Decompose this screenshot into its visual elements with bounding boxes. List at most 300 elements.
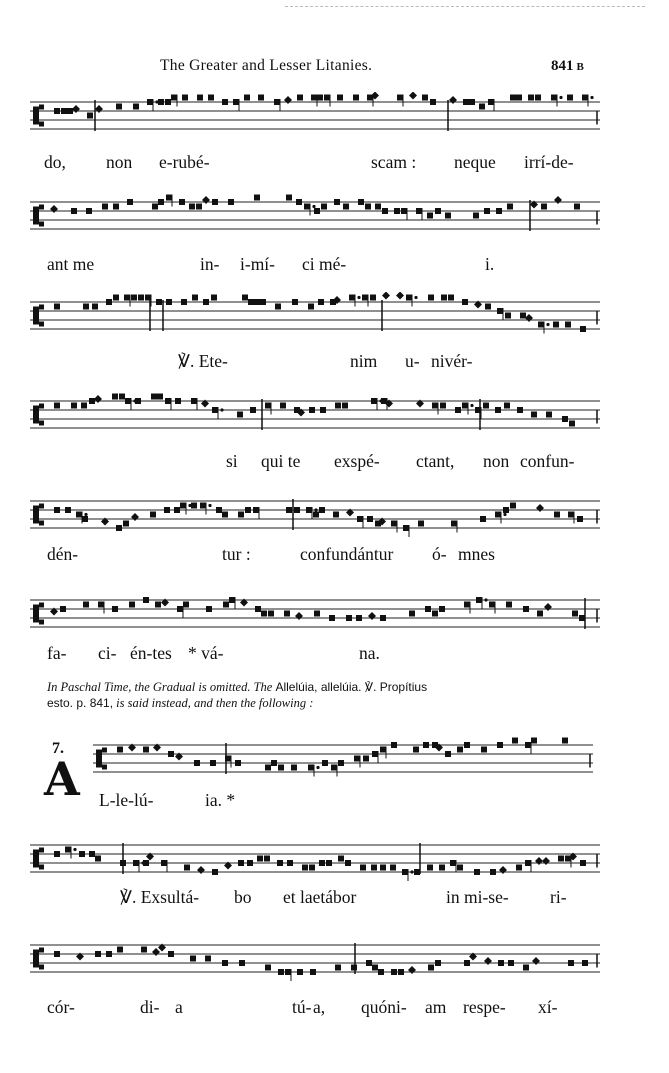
neume-dot [484,598,487,601]
neume-dot [414,296,417,299]
neume-note [129,602,135,608]
neume-note [485,304,491,310]
clef-mark [33,605,39,623]
neume-note [546,412,552,418]
neume-note [208,95,214,101]
neume-note [210,760,216,766]
neume-note [520,313,526,319]
neume-note [506,602,512,608]
neume-note [268,611,274,617]
neume-note [297,95,303,101]
neume-note [535,95,541,101]
neume-note [481,747,487,753]
neume-note [569,421,575,427]
neume-note [285,969,291,975]
neume-note [391,742,397,748]
neume-note [89,398,95,404]
neume-note [168,751,174,757]
neume-note [338,760,344,766]
neume-note [143,597,149,603]
neume-rhombus [152,948,160,956]
neume-note [254,195,260,201]
neume-note [158,199,164,205]
neume-note [382,208,388,214]
neume-note [469,99,475,105]
neume-note [216,507,222,513]
neume-note [116,525,122,531]
neume-note [156,299,162,305]
neume-note [92,304,98,310]
neume-note [531,412,537,418]
rubric-text: Allelúia, allelúia. ℣. Propítius [275,680,428,694]
neume-note [190,956,196,962]
lyric-syllable: neque [454,152,496,172]
clef-mark [39,620,44,625]
neume-rhombus [449,96,457,104]
neume-note [334,199,340,205]
neume-note [479,104,485,110]
neume-note [119,394,125,400]
neume-note [397,95,403,101]
neume-rhombus [94,395,102,403]
neume-note [398,969,404,975]
neume-note [362,295,368,301]
neume-note [495,512,501,518]
neume-rhombus [202,196,210,204]
neume-note [427,213,433,219]
chant-number: 7. [52,740,64,757]
neume-note [309,407,315,413]
neume-note [181,299,187,305]
neume-note [562,416,568,422]
music-staff-2 [30,192,600,244]
neume-note [439,606,445,612]
lyric-syllable: qui te [261,451,301,471]
clef-mark [33,307,39,325]
lyric-syllable: na. [359,643,380,663]
neume-note [158,99,164,105]
lyric-syllable: én-tes [130,643,172,663]
neume-note [106,299,112,305]
lyric-syllable: fa- [47,643,67,663]
lyric-syllable: i. [485,254,495,274]
neume-note [54,507,60,513]
neume-note [280,403,286,409]
neume-note [365,204,371,210]
neume-note [229,597,235,603]
neume-note [87,113,93,119]
clef-mark [39,305,44,310]
neume-note [414,869,420,875]
neume-note [580,326,586,332]
neume-note [483,403,489,409]
neume-dot [208,504,211,507]
lyric-syllable: am [425,997,447,1017]
lyric-syllable: ó- [432,544,447,564]
neume-note [457,747,463,753]
neume-note [127,199,133,205]
music-staff-1 [30,92,600,144]
neume-note [61,108,67,114]
lyric-syllable: dén- [47,544,79,564]
rubric-text: esto. p. 841, [47,696,114,710]
neume-note [363,756,369,762]
neume-note [375,204,381,210]
neume-dot [314,508,317,511]
neume-note [488,99,494,105]
neume-note [131,295,137,301]
neume-note [308,765,314,771]
neume-note [212,407,218,413]
neume-note [191,503,197,509]
neume-dot [357,296,360,299]
neume-note [116,104,122,110]
neume-note [577,516,583,522]
neume-note [523,965,529,971]
neume-note [451,521,457,527]
neume-note [197,95,203,101]
neume-note [508,960,514,966]
neume-note [567,95,573,101]
neume-rhombus [295,612,303,620]
neume-note [346,615,352,621]
neume-note [138,295,144,301]
neume-note [284,611,290,617]
neume-note [562,738,568,744]
neume-note [435,208,441,214]
neume-note [516,95,522,101]
clef-mark [39,122,44,127]
neume-note [274,99,280,105]
neume-note [254,299,260,305]
neume-dot [559,96,562,99]
neume-dot [546,323,549,326]
neume-note [117,947,123,953]
neume-note [247,860,253,866]
neume-note [558,856,564,862]
neume-note [206,606,212,612]
neume-note [71,403,77,409]
clef-mark [39,603,44,608]
neume-dot [503,513,506,516]
neume-note [287,860,293,866]
neume-note [476,597,482,603]
neume-note [192,295,198,301]
neume-note [464,960,470,966]
neume-dot [84,513,87,516]
neume-note [60,606,66,612]
neume-note [516,865,522,871]
neume-note [320,407,326,413]
neume-note [580,860,586,866]
decorated-initial: A [44,752,80,806]
neume-note [200,503,206,509]
neume-note [354,756,360,762]
lyric-syllable: ci mé- [302,254,347,274]
neume-note [175,398,181,404]
lyric-syllable: et laetábor [283,887,357,907]
lyric-syllable: u- [405,351,420,371]
music-staff-3 [30,292,600,344]
neume-note [308,304,314,310]
neume-note [445,751,451,757]
neume-note [358,199,364,205]
neume-note [582,960,588,966]
neume-dot [470,404,473,407]
neume-rhombus [536,504,544,512]
neume-note [151,394,157,400]
neume-note [331,765,337,771]
neume-note [135,398,141,404]
neume-note [261,611,267,617]
neume-rhombus [535,857,543,865]
clef-mark [96,750,102,768]
neume-note [223,602,229,608]
neume-note [278,969,284,975]
neume-note [314,208,320,214]
neume-note [462,403,468,409]
neume-note [83,304,89,310]
neume-note [541,204,547,210]
neume-note [512,738,518,744]
neume-note [286,507,292,513]
neume-note [349,295,355,301]
lyric-syllable: ctant, [416,451,455,471]
lyric-syllable: non [483,451,510,471]
neume-note [182,95,188,101]
clef-mark [33,107,39,125]
lyric-syllable: a, [313,997,326,1017]
neume-note [326,860,332,866]
clef-mark [39,205,44,210]
page-number-suffix: B [576,61,584,73]
neume-note [507,204,513,210]
lyric-syllable: bo [234,887,252,907]
neume-note [329,615,335,621]
neume-note [455,407,461,413]
neume-note [378,969,384,975]
neume-note [357,516,363,522]
lyric-syllable: si [226,451,238,471]
neume-dot [316,766,319,769]
rubric-text: is said instead, and then the following : [116,696,314,710]
neume-note [133,104,139,110]
lyric-syllable: mnes [458,544,495,564]
neume-note [302,865,308,871]
neume-note [189,204,195,210]
neume-note [54,108,60,114]
neume-note [171,95,177,101]
neume-note [342,403,348,409]
lyric-syllable: scam : [371,152,417,172]
lyric-syllable: tú- [292,997,312,1017]
neume-note [370,295,376,301]
neume-note [95,951,101,957]
neume-note [311,95,317,101]
neume-note [439,865,445,871]
neume-note [510,95,516,101]
neume-note [462,299,468,305]
neume-note [380,747,386,753]
neume-note [120,860,126,866]
lyric-syllable: in- [200,254,220,274]
neume-note [504,403,510,409]
clef-mark [33,406,39,424]
neume-rhombus [408,966,416,974]
lyric-syllable: ℣. Exsultá- [120,887,200,907]
clef-mark [39,865,44,870]
neume-note [152,204,158,210]
neume-note [296,199,302,205]
neume-rhombus [382,292,390,300]
neume-note [525,742,531,748]
neume-note [278,765,284,771]
neume-rhombus [499,866,507,874]
lyric-syllable: ℣. Ete- [178,351,228,371]
neume-dot [410,870,413,873]
neume-note [277,860,283,866]
clef-mark [33,207,39,225]
neume-note [143,747,149,753]
neume-note [297,969,303,975]
lyric-syllable: nim [350,351,378,371]
neume-note [155,602,161,608]
lyric-syllable: non [106,152,133,172]
neume-note [353,95,359,101]
neume-note [106,951,112,957]
music-staff-4 [30,391,600,443]
neume-note [82,516,88,522]
lyric-syllable: exspé- [334,451,380,471]
clef-mark [39,504,44,509]
neume-note [306,507,312,513]
neume-note [538,322,544,328]
neume-note [291,765,297,771]
lyric-syllable: cór- [47,997,75,1017]
lyric-syllable: confun- [520,451,575,471]
neume-note [65,507,71,513]
neume-rhombus [131,513,139,521]
neume-note [86,208,92,214]
neume-rhombus [542,857,550,865]
neume-dot [220,408,223,411]
neume-note [191,398,197,404]
rubric-instruction [47,679,607,711]
neume-note [141,947,147,953]
neume-note [264,856,270,862]
neume-note [360,865,366,871]
lyric-syllable: di- [140,997,160,1017]
neume-note [133,860,139,866]
neume-note [238,860,244,866]
neume-note [233,99,239,105]
neume-note [427,865,433,871]
clef-mark [33,850,39,868]
neume-rhombus [368,612,376,620]
neume-note [164,507,170,513]
neume-note [401,208,407,214]
neume-note [166,299,172,305]
neume-note [112,394,118,400]
neume-dot [73,848,76,851]
neume-note [319,507,325,513]
neume-note [123,521,129,527]
neume-note [531,738,537,744]
neume-note [179,199,185,205]
page-title: The Greater and Lesser Litanies. [160,57,373,74]
neume-note [145,295,151,301]
lyric-syllable: do, [44,152,66,172]
neume-note [124,295,130,301]
neume-note [413,747,419,753]
neume-note [568,960,574,966]
neume-note [528,95,534,101]
neume-note [244,95,250,101]
neume-note [422,95,428,101]
neume-note [457,865,463,871]
neume-note [572,611,578,617]
neume-note [314,611,320,617]
neume-note [313,512,319,518]
neume-note [294,507,300,513]
neume-note [76,512,82,518]
neume-note [196,204,202,210]
neume-note [553,322,559,328]
neume-note [242,295,248,301]
neume-note [372,751,378,757]
neume-note [54,951,60,957]
neume-note [425,606,431,612]
neume-note [372,965,378,971]
neume-note [579,615,585,621]
neume-note [180,503,186,509]
lyric-syllable: irrí-de- [524,152,574,172]
neume-note [523,606,529,612]
neume-note [125,398,131,404]
lyric-syllable: confundántur [300,544,394,564]
neume-note [248,299,254,305]
neume-note [212,199,218,205]
neume-note [345,860,351,866]
neume-note [351,965,357,971]
clef-mark [33,950,39,968]
neume-note [367,516,373,522]
neume-note [239,960,245,966]
clef-mark [39,848,44,853]
neume-note [380,615,386,621]
lyric-syllable: a [175,997,183,1017]
neume-note [235,760,241,766]
neume-note [380,865,386,871]
neume-note [255,606,261,612]
lyric-syllable: * vá- [188,643,224,663]
neume-note [95,856,101,862]
neume-note [184,865,190,871]
neume-note [403,525,409,531]
neume-note [292,299,298,305]
neume-note [435,960,441,966]
neume-note [143,860,149,866]
neume-note [71,208,77,214]
neume-note [496,208,502,214]
neume-note [497,742,503,748]
neume-note [168,951,174,957]
page-number-value: 841 [551,58,574,74]
lyric-syllable: L-le-lú- [99,790,154,810]
neume-note [286,195,292,201]
neume-rhombus [284,96,292,104]
neume-rhombus [554,196,562,204]
